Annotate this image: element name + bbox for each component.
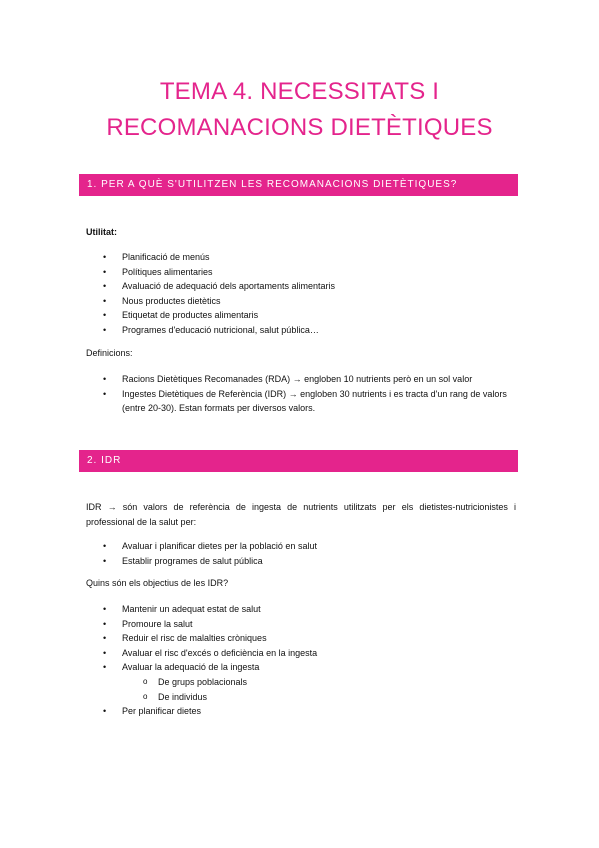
title-line-1: TEMA 4. NECESSITATS I bbox=[159, 78, 440, 105]
definicions-label: Definicions: bbox=[86, 348, 133, 358]
sub-list-item: o De grups poblacionals bbox=[86, 675, 247, 690]
idr-uses-list bbox=[86, 539, 317, 568]
list-item: • Avaluació de adequació dels aportaments alimentaris bbox=[86, 279, 335, 294]
objectius-label: Quins són els objectius de les IDR? bbox=[86, 578, 229, 588]
list-item: • Etiquetat de productes alimentaris bbox=[86, 308, 335, 323]
list-item: • Nous productes dietètics bbox=[86, 294, 335, 309]
idr-intro-paragraph: IDR → són valors de referència de ingesta de nutrients utilitzats per els dietistes-nutricionistes i professional de la salut per: bbox=[86, 502, 516, 527]
objectius-list bbox=[86, 602, 317, 675]
list-item: • Per planificar dietes bbox=[86, 704, 201, 719]
list-item: • Mantenir un adequat estat de salut bbox=[86, 602, 317, 617]
list-item: • Racions Dietètiques Recomanades (RDA) → engloben 10 nutrients però en un sol valor bbox=[86, 372, 522, 387]
list-item: • Establir programes de salut pública bbox=[86, 554, 317, 569]
final-list bbox=[86, 704, 201, 719]
list-item: • Planificació de menús bbox=[86, 250, 335, 265]
list-item: • Reduir el risc de malalties cròniques bbox=[86, 631, 317, 646]
document-title bbox=[0, 74, 599, 146]
utilitat-list bbox=[86, 250, 335, 338]
list-item: • Avaluar la adequació de la ingesta bbox=[86, 660, 317, 675]
list-item: • Programes d'educació nutricional, salut pública… bbox=[86, 323, 335, 338]
utilitat-label: Utilitat: bbox=[86, 227, 117, 237]
title-line-2: RECOMANACIONS DIETÈTIQUES bbox=[106, 114, 493, 141]
sub-list-item: o De individus bbox=[86, 690, 247, 705]
section-2-heading: 2. IDR bbox=[79, 450, 518, 472]
list-item: • Avaluar el risc d'excés o deficiència en la ingesta bbox=[86, 646, 317, 661]
list-item: • Avaluar i planificar dietes per la població en salut bbox=[86, 539, 317, 554]
list-item: • Ingestes Dietètiques de Referència (IDR) → engloben 30 nutrients i es tracta d'un rang de valors (entre 20-30). Estan formats per diversos valors. bbox=[86, 387, 522, 415]
sub-objectius-list bbox=[86, 675, 247, 704]
section-1-heading: 1. PER A QUÈ S'UTILITZEN LES RECOMANACIONS DIETÈTIQUES? bbox=[79, 174, 518, 196]
definicions-list bbox=[86, 372, 522, 415]
list-item: • Polítiques alimentaries bbox=[86, 265, 335, 280]
list-item: • Promoure la salut bbox=[86, 617, 317, 632]
